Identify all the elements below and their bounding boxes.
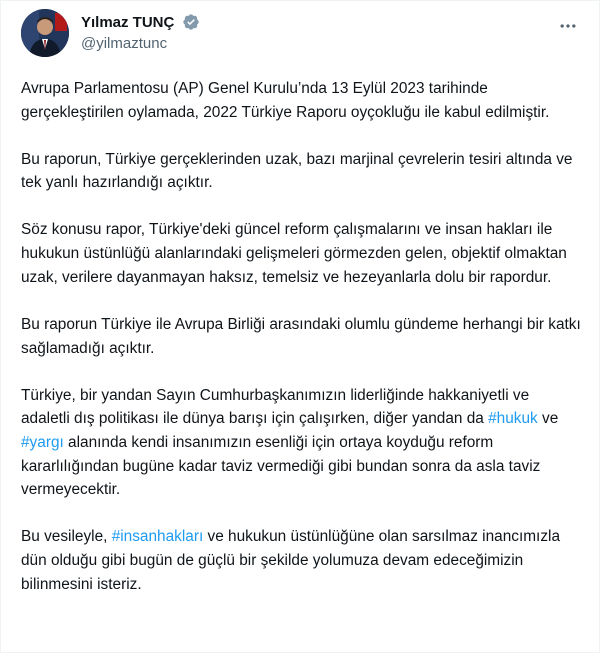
tweet-text-segment: Avrupa Parlamentosu (AP) Genel Kurulu’nda 13 Eylül 2023 tarihinde gerçekleştirilen oylamada, 2022 Türkiye Raporu oyçokluğu ile kabul edilmiştir. <box>21 80 550 121</box>
tweet-paragraph <box>21 525 581 596</box>
tweet-text-segment: Söz konusu rapor, Türkiye'deki güncel reform çalışmalarını ve insan hakları ile hukukun üstünlüğü alanlarındaki gelişmeleri görmezden gelen, objektif olmaktan uzak, verilere dayanmayan haksız, temelsiz ve hezeyanlarla dolu bir rapordur. <box>21 221 567 286</box>
tweet-header <box>21 9 585 57</box>
profile-photo-icon <box>21 9 69 57</box>
tweet-text-segment: alanında kendi insanımızın esenliği için ortaya koyduğu reform kararlılığından bugüne kadar taviz vermediği gibi bundan sonra da asla taviz vermeyecektir. <box>21 433 541 499</box>
tweet-text-segment: Bu vesileyle, <box>21 528 112 546</box>
tweet-text-segment: ve <box>537 410 559 428</box>
hashtag-link[interactable]: #yargı <box>21 433 64 451</box>
tweet-paragraph <box>21 218 581 289</box>
hashtag-link[interactable]: #hukuk <box>488 410 538 428</box>
tweet-text-segment: Bu raporun Türkiye ile Avrupa Birliği arasındaki olumlu gündeme herhangi bir katkı sağlamadığı açıktır. <box>21 315 581 357</box>
display-name[interactable]: Yılmaz TUNÇ <box>81 14 175 31</box>
tweet-text-segment: ve hukukun üstünlüğüne olan sarsılmaz inancımızla dün olduğu gibi bugün de güçlü bir şekilde yolumuza devam edeceğimizin bilinmesini isteriz. <box>21 528 561 593</box>
tweet-paragraph <box>21 77 581 124</box>
tweet-text-segment: Bu raporun, Türkiye gerçeklerinden uzak, bazı marjinal çevrelerin tesiri altında ve tek yanlı hazırlandığı açıktır. <box>21 150 573 192</box>
tweet-paragraph <box>21 313 581 360</box>
tweet-paragraph <box>21 148 581 195</box>
author-info <box>81 13 200 54</box>
user-handle[interactable]: @yilmaztunc <box>81 35 168 52</box>
avatar[interactable] <box>21 9 69 57</box>
verified-badge-icon[interactable] <box>182 13 200 31</box>
tweet-text <box>21 77 581 596</box>
tweet-paragraph <box>21 384 581 503</box>
more-horizontal-icon[interactable] <box>557 15 579 37</box>
tweet-text-segment: Türkiye, bir yandan Sayın Cumhurbaşkanımızın liderliğinde hakkaniyetli ve adaletli dış politikası ile dünya barışı için çalışırken, diğer yandan da <box>21 386 530 428</box>
hashtag-link[interactable]: #insanhakları <box>111 528 204 546</box>
